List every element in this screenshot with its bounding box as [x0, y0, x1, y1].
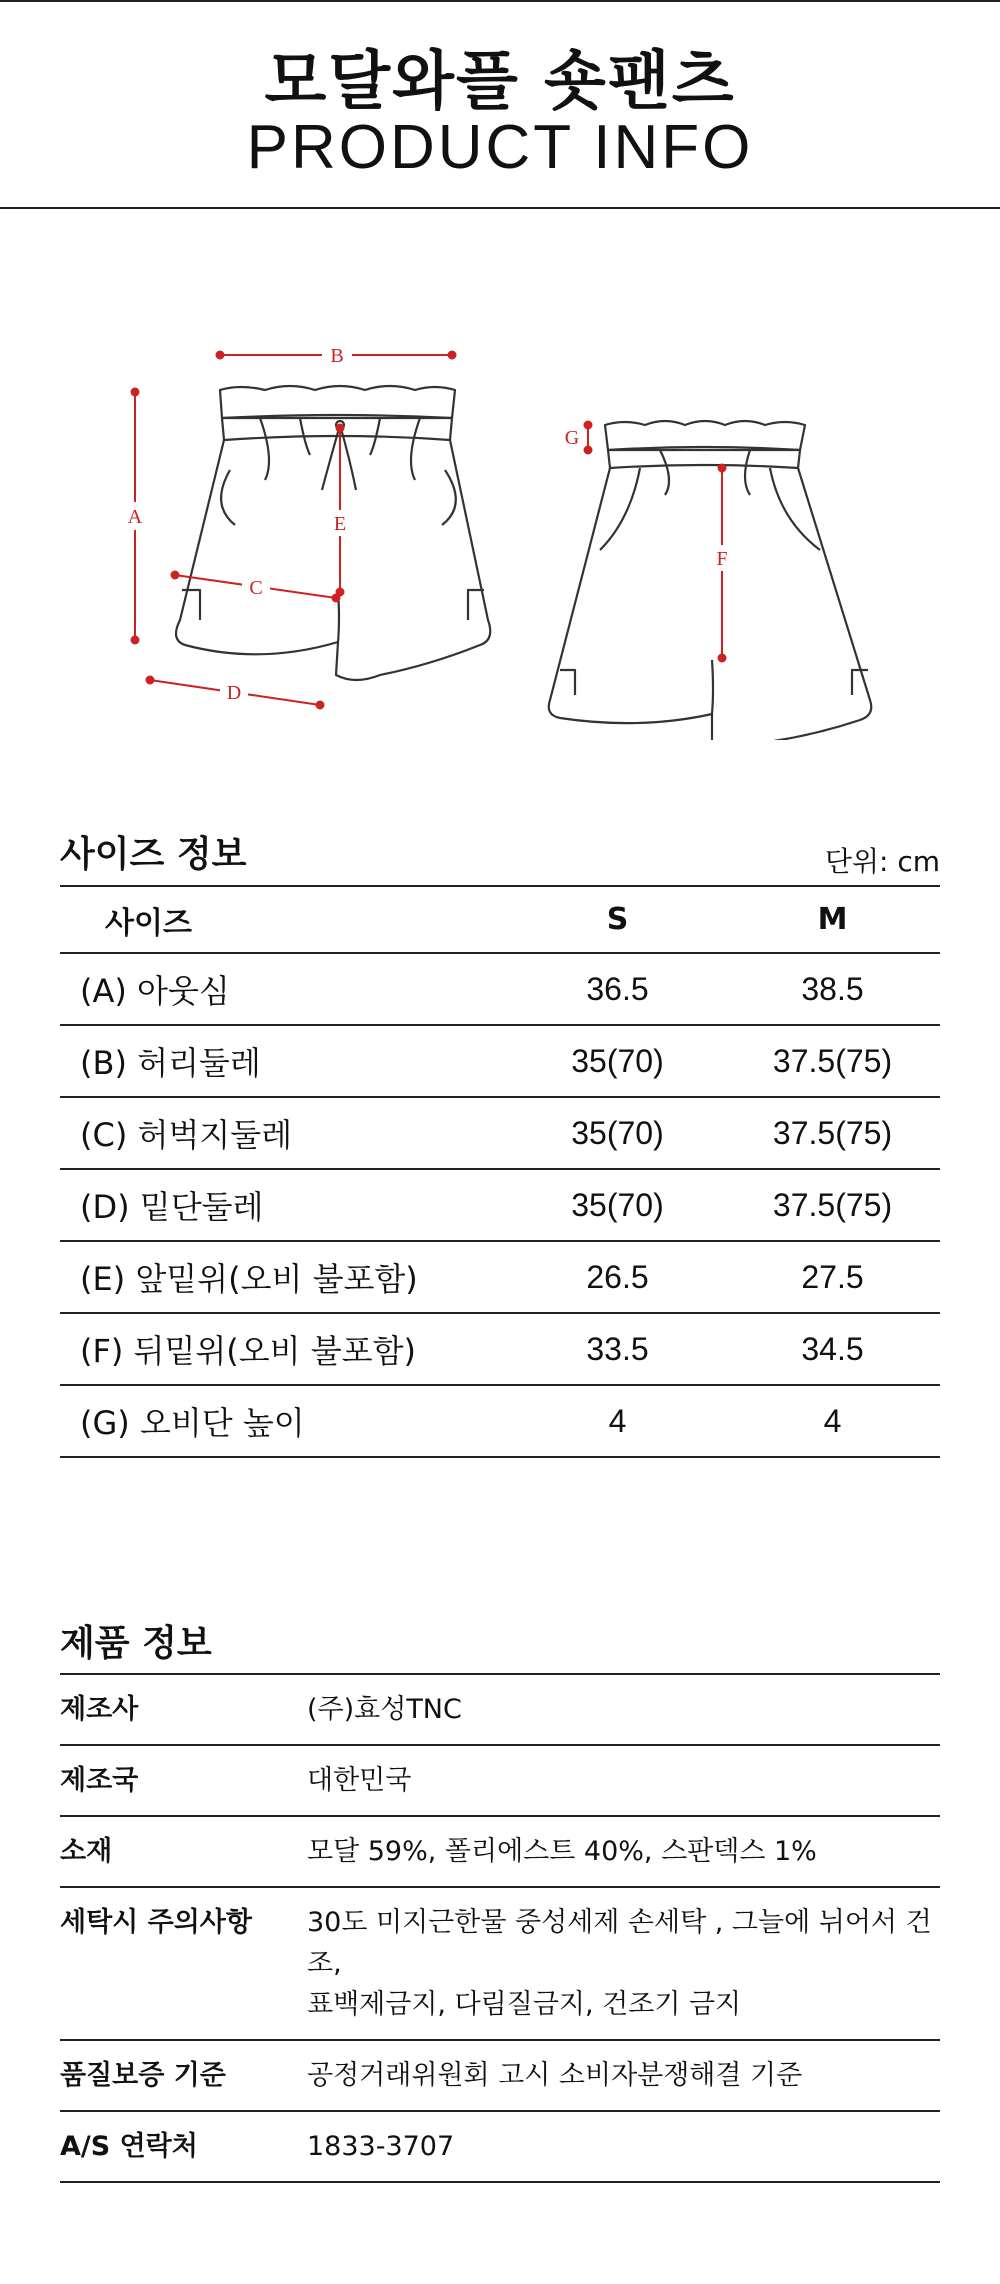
table-row	[60, 1816, 940, 1887]
table-row	[60, 953, 940, 1025]
value-s: 35(70)	[510, 1097, 725, 1169]
value-s: 4	[510, 1385, 725, 1457]
info-value: (주)효성TNC	[307, 1674, 940, 1745]
row-label: (G) 오비단 높이	[60, 1385, 510, 1457]
unit-label: 단위: cm	[824, 845, 940, 878]
value-s: 35(70)	[510, 1169, 725, 1241]
top-rule	[0, 0, 1000, 2]
table-row	[60, 1169, 940, 1241]
info-value: 1833-3707	[307, 2111, 940, 2182]
info-key: 제조국	[60, 1745, 307, 1816]
column-header-size: 사이즈	[60, 886, 510, 953]
shorts-measurement-diagram	[100, 320, 940, 740]
row-label: (B) 허리둘레	[60, 1025, 510, 1097]
value-m: 34.5	[725, 1313, 940, 1385]
table-row	[60, 1025, 940, 1097]
column-header-m: M	[725, 886, 940, 953]
value-m: 27.5	[725, 1241, 940, 1313]
value-s: 36.5	[510, 953, 725, 1025]
row-label: (D) 밑단둘레	[60, 1169, 510, 1241]
info-value: 대한민국	[307, 1745, 940, 1816]
product-info-heading: PRODUCT INFO	[246, 113, 754, 182]
info-key: A/S 연락처	[60, 2111, 307, 2182]
product-info-table	[60, 1673, 940, 2183]
table-row	[60, 1241, 940, 1313]
table-row	[60, 1887, 940, 2040]
product-title: 모달와플 숏팬츠	[264, 45, 736, 119]
value-s: 35(70)	[510, 1025, 725, 1097]
size-section-title: 사이즈 정보	[60, 834, 247, 875]
diagram-label-e: E	[333, 513, 347, 535]
info-value-line: 30도 미지근한물 중성세제 손세탁 , 그늘에 뉘어서 건조,	[307, 1907, 932, 1979]
info-value: 모달 59%, 폴리에스트 40%, 스판덱스 1%	[307, 1816, 940, 1887]
value-s: 33.5	[510, 1313, 725, 1385]
info-value: 공정거래위원회 고시 소비자분쟁해결 기준	[307, 2040, 940, 2111]
diagram-label-b: B	[330, 345, 344, 367]
row-label: (C) 허벅지둘레	[60, 1097, 510, 1169]
product-section-title: 제품 정보	[60, 1623, 212, 1664]
row-label: (A) 아웃심	[60, 953, 510, 1025]
table-row	[60, 1097, 940, 1169]
row-label: (F) 뒤밑위(오비 불포함)	[60, 1313, 510, 1385]
value-m: 37.5(75)	[725, 1169, 940, 1241]
diagram-label-c: C	[249, 577, 263, 599]
table-row	[60, 1745, 940, 1816]
table-row	[60, 1674, 940, 1745]
value-m: 38.5	[725, 953, 940, 1025]
table-row	[60, 2111, 940, 2182]
header-divider	[0, 207, 1000, 209]
info-value-line: 표백제금지, 다림질금지, 건조기 금지	[307, 1989, 742, 2020]
info-key: 품질보증 기준	[60, 2040, 307, 2111]
back-shorts-drawing	[549, 421, 872, 740]
value-s: 26.5	[510, 1241, 725, 1313]
column-header-s: S	[510, 886, 725, 953]
table-row	[60, 2040, 940, 2111]
size-table-header	[60, 886, 940, 953]
table-row	[60, 1313, 940, 1385]
diagram-label-a: A	[127, 506, 143, 528]
diagram-label-f: F	[716, 548, 728, 570]
row-label: (E) 앞밑위(오비 불포함)	[60, 1241, 510, 1313]
diagram-label-g: G	[564, 427, 580, 449]
info-key: 제조사	[60, 1674, 307, 1745]
size-table	[60, 885, 940, 1458]
info-value	[307, 1887, 940, 2040]
info-key: 세탁시 주의사항	[60, 1887, 307, 2040]
diagram-label-d: D	[226, 682, 242, 704]
value-m: 37.5(75)	[725, 1097, 940, 1169]
table-row	[60, 1385, 940, 1457]
value-m: 4	[725, 1385, 940, 1457]
value-m: 37.5(75)	[725, 1025, 940, 1097]
info-key: 소재	[60, 1816, 307, 1887]
